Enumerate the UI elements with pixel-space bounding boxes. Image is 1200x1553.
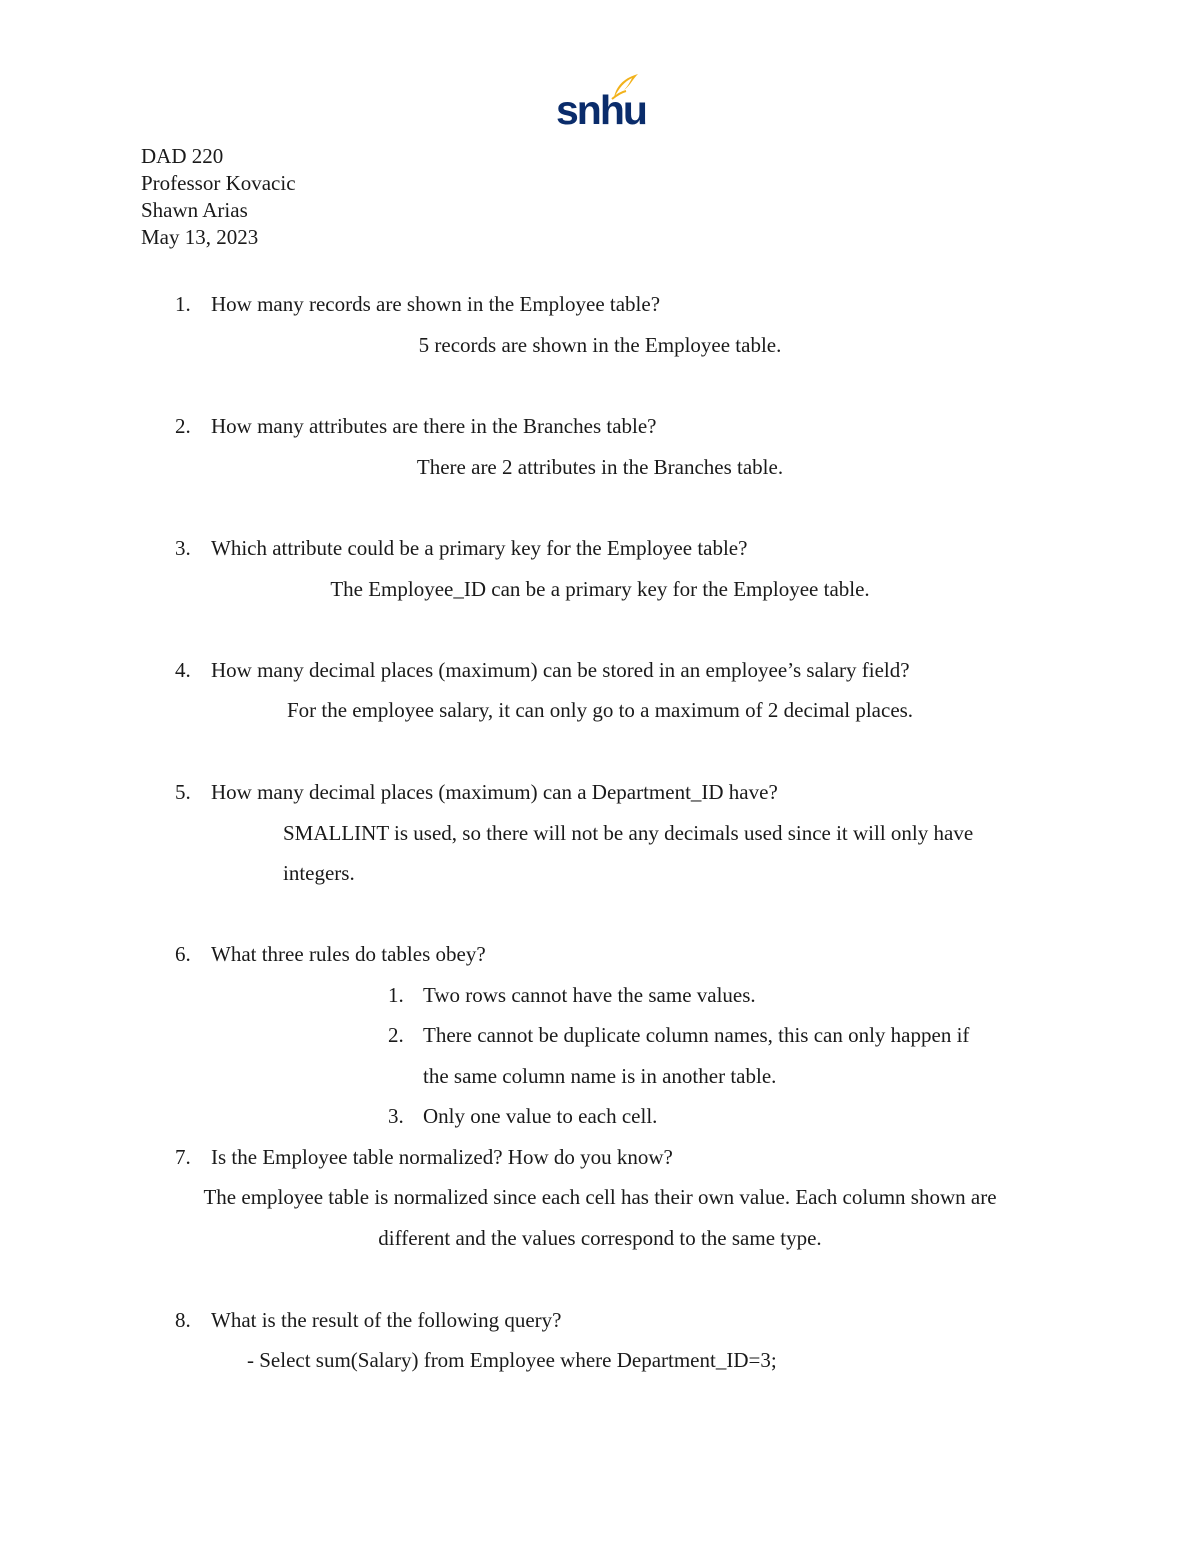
question-1-number: 1.	[175, 292, 191, 316]
question-5-number: 5.	[175, 780, 191, 804]
question-4-number: 4.	[175, 658, 191, 682]
question-1-text: How many records are shown in the Employee table?	[211, 292, 661, 316]
query-text: - Select sum(Salary) from Employee where Department_ID=3;	[247, 1348, 777, 1372]
answer-2-text: There are 2 attributes in the Branches table.	[416, 455, 784, 479]
question-6-text: What three rules do tables obey?	[211, 942, 486, 966]
rule-2-text-line2: the same column name is in another table.	[423, 1064, 777, 1088]
question-8-number: 8.	[175, 1308, 191, 1332]
question-8-text: What is the result of the following query?	[211, 1308, 562, 1332]
question-2-number: 2.	[175, 414, 191, 438]
answer-5-line2: integers.	[283, 861, 355, 885]
course-label: DAD 220	[141, 144, 224, 168]
rule-2-text-line1: There cannot be duplicate column names, this can only happen if	[423, 1023, 970, 1047]
rule-3-number: 3.	[388, 1104, 404, 1128]
answer-7-line1: The employee table is normalized since each cell has their own value. Each column shown are	[203, 1185, 997, 1209]
question-4-text: How many decimal places (maximum) can be stored in an employee’s salary field?	[211, 658, 910, 682]
question-2-text: How many attributes are there in the Branches table?	[211, 414, 657, 438]
logo-text: snhu	[556, 87, 646, 133]
answer-7-line2: different and the values correspond to the same type.	[378, 1226, 822, 1250]
question-3-text: Which attribute could be a primary key for the Employee table?	[211, 536, 748, 560]
answer-3-text: The Employee_ID can be a primary key for the Employee table.	[330, 577, 870, 601]
rule-3-text: Only one value to each cell.	[423, 1104, 658, 1128]
answer-4-text: For the employee salary, it can only go to a maximum of 2 decimal places.	[286, 698, 914, 722]
question-6-number: 6.	[175, 942, 191, 966]
question-7-text: Is the Employee table normalized? How do you know?	[211, 1145, 673, 1169]
professor-label: Professor Kovacic	[141, 171, 296, 195]
rule-1-number: 1.	[388, 983, 404, 1007]
question-7-number: 7.	[175, 1145, 191, 1169]
question-5-text: How many decimal places (maximum) can a Department_ID have?	[211, 780, 778, 804]
date-label: May 13, 2023	[141, 225, 259, 249]
rule-1-text: Two rows cannot have the same values.	[423, 983, 756, 1007]
answer-1-text: 5 records are shown in the Employee table.	[418, 333, 782, 357]
student-name: Shawn Arias	[141, 198, 248, 222]
snhu-logo	[554, 72, 646, 134]
answer-5-line1: SMALLINT is used, so there will not be any decimals used since it will only have	[283, 821, 974, 845]
question-3-number: 3.	[175, 536, 191, 560]
rule-2-number: 2.	[388, 1023, 404, 1047]
